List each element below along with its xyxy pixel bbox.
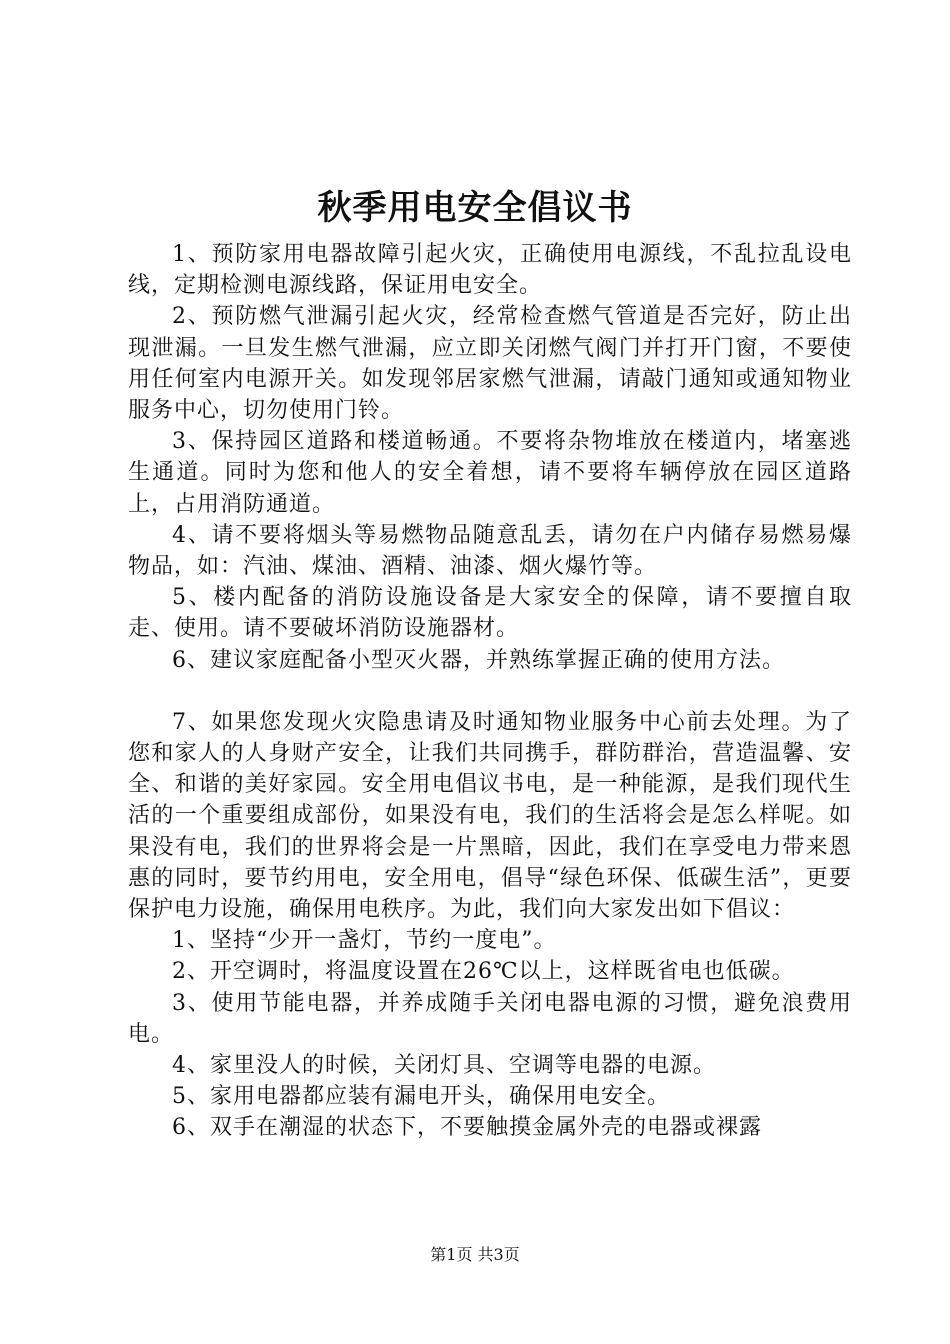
paragraph-1: 1、预防家用电器故障引起火灾，正确使用电源线，不乱拉乱设电线，定期检测电源线路，保证用电安全。: [128, 242, 852, 299]
proposal-item-1: 1、坚持“少开一盏灯，节约一度电”。: [172, 928, 557, 954]
document-body: [128, 239, 852, 1144]
paragraph-3: 3、保持园区道路和楼道畅通。不要将杂物堆放在楼道内，堵塞逃生通道。同时为您和他人的安全着想，请不要将车辆停放在园区道路上，占用消防通道。: [128, 429, 852, 517]
paragraph-4: 4、请不要将烟头等易燃物品随意乱丢，请勿在户内储存易燃易爆物品，如：汽油、煤油、酒精、油漆、烟火爆竹等。: [128, 522, 852, 580]
page-indicator: 第1页 共3页: [430, 1245, 520, 1264]
proposal-item-6: 6、双手在潮湿的状态下，不要触摸金属外壳的电器或裸露: [172, 1115, 762, 1141]
document-title: 秋季用电安全倡议书: [317, 188, 633, 228]
paragraph-2: 2、预防燃气泄漏引起火灾，经常检查燃气管道是否完好，防止出现泄漏。一旦发生燃气泄漏，应立即关闭燃气阀门并打开门窗，不要使用任何室内电源开关。如发现邻居家燃气泄漏，请敲门通知或通知物业服务中心，切勿使用门铃。: [128, 304, 852, 424]
proposal-item-4: 4、家里没人的时候，关闭灯具、空调等电器的电源。: [172, 1053, 716, 1079]
proposal-item-2: 2、开空调时，将温度设置在26℃以上，这样既省电也低碳。: [172, 959, 795, 985]
proposal-item-3: 3、使用节能电器，并养成随手关闭电器电源的习惯，避免浪费用电。: [128, 990, 852, 1047]
paragraph-7: 7、如果您发现火灾隐患请及时通知物业服务中心前去处理。为了您和家人的人身财产安全，让我们共同携手，群防群治，营造温馨、安全、和谐的美好家园。安全用电倡议书电，是一种能源，是我们现代生活的一个重要组成部份，如果没有电，我们的生活将会是怎么样呢。如果没有电，我们的世界将会是一片黑暗，因此，我们在享受电力带来恩惠的同时，要节约用电，安全用电，倡导“绿色环保、低碳生活”，更要保护电力设施，确保用电秩序。为此，我们向大家发出如下倡议：: [128, 709, 852, 923]
proposal-item-5: 5、家用电器都应装有漏电开头，确保用电安全。: [172, 1084, 670, 1110]
paragraph-6: 6、建议家庭配备小型灭火器，并熟练掌握正确的使用方法。: [172, 647, 785, 673]
paragraph-5: 5、楼内配备的消防设施设备是大家安全的保障，请不要擅自取走、使用。请不要破坏消防设施器材。: [128, 585, 852, 642]
